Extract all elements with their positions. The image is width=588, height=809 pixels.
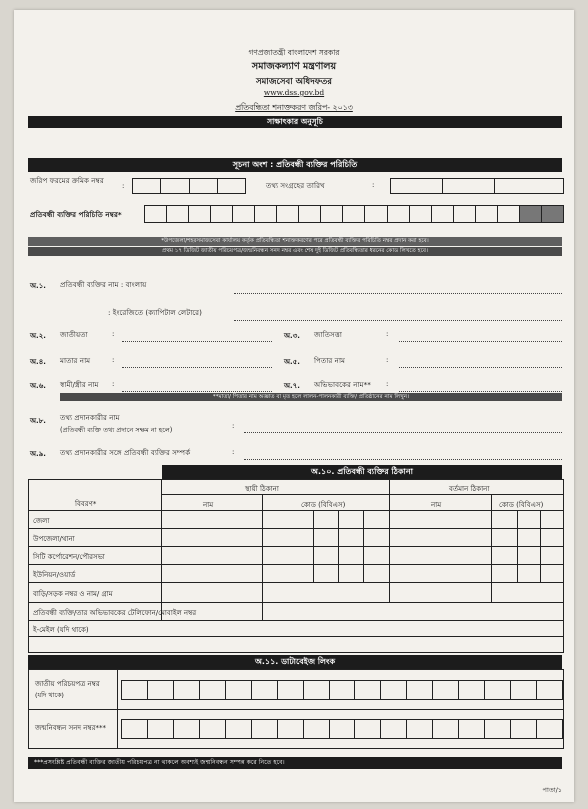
id-number-boxes[interactable] [144,205,564,223]
a3-label: জাতিসত্তা [314,330,342,339]
guardian-name-input[interactable] [399,391,562,392]
government-name: গণপ্রজাতন্ত্রী বাংলাদেশ সরকার [248,48,340,57]
spouse-name-input[interactable] [122,391,272,392]
serial-number-boxes[interactable] [132,178,246,194]
a1-bangla-input[interactable] [234,293,562,294]
present-name-col: নাম [431,501,442,509]
a2-label: জাতীয়তা [60,330,88,339]
a6-label: স্বামী/স্ত্রীর নাম [60,380,99,389]
a9-number: অ.৯. [30,450,46,458]
footer-note: ***প্রসংশ্লিষ্ট প্রতিবন্ধী ব্যক্তির জাতীয় পরিচয়পত্র না থাকলে অবশ্যই জন্মনিবন্ধন সম্পন্ন করে নিতে হবে। [28,757,562,769]
present-code-col: কোড (বিবিএস) [499,501,544,509]
father-name-input[interactable] [399,367,562,368]
a1-english-input[interactable] [234,320,562,321]
id-note-stripe-2: প্রথম ১৭ ডিজিট জাতীয় পরিচয়পত্র/জন্মনিবন্ধন সনদ নম্বর এবং শেষ দুই ডিজিট প্রতিবন্ধিতার ধরনের কোড লিখতে হবে। [28,247,562,256]
schedule-bar: সাক্ষাৎকার অনুসূচি [28,116,562,128]
mother-name-input[interactable] [122,367,272,368]
a5-colon: : [386,356,389,364]
a8-colon: : [232,422,235,430]
email-label: ই-মেইল (যদি থাকে) [33,626,89,634]
date-label: তথ্য সংগ্রহের তারিখ [266,181,325,190]
row-house: বাড়ি/সড়ক নম্বর ও নাম/ গ্রাম [33,590,113,598]
nid-sublabel: (যদি থাকে) [35,691,64,699]
row-union: ইউনিয়ন/ওয়ার্ড [33,571,76,579]
ministry-name: সমাজকল্যাণ মন্ত্রণালয় [251,61,337,72]
row-district: জেলা [33,517,50,525]
informant-relation-input[interactable] [244,459,562,460]
nid-label: জাতীয় পরিচয়পত্র নম্বর [35,680,100,688]
a6-colon: : [112,380,115,388]
present-address-header: বর্তমান ঠিকানা [449,485,490,493]
nid-boxes[interactable] [121,680,563,700]
a1-label: প্রতিবন্ধী ব্যক্তির নাম : বাংলায় [60,280,147,289]
a5-label: পিতার নাম [314,356,346,365]
a7-label: অভিভাবকের নাম** [314,380,371,389]
serial-colon: : [122,182,125,190]
address-table [28,479,564,653]
a2-number: অ.২. [30,332,46,340]
a4-colon: : [112,356,115,364]
website-link[interactable]: www.dss.gov.bd [263,88,325,97]
a8-number: অ.৮. [30,417,46,425]
a1-english-label: : ইংরেজিতে (ক্যাপিটাল লেটারে) [108,308,202,317]
desc-header: বিবরণ* [75,500,97,508]
birth-reg-label: জন্মনিবন্ধন সনদ নম্বর*** [35,724,106,732]
a7-number: অ.৭. [284,382,300,390]
permanent-address-header: স্থায়ী ঠিকানা [245,485,279,493]
date-colon: : [372,181,375,189]
ethnicity-input[interactable] [399,341,562,342]
permanent-name-col: নাম [203,501,214,509]
a7-colon: : [386,380,389,388]
serial-label: জরিপ ফরমের ক্রমিক নম্বর [30,176,104,185]
a3-colon: : [386,330,389,338]
database-table [28,669,564,749]
intro-section-bar: সূচনা অংশ : প্রতিবন্ধী ব্যক্তির পরিচিতি [28,158,562,172]
row-city-corp: সিটি কর্পোরেশন/পৌরসভা [33,553,105,561]
birth-reg-boxes[interactable] [121,719,563,739]
form-page [14,10,574,802]
permanent-code-col: কোড (বিবিএস) [301,501,346,509]
a1-number: অ.১. [30,282,46,290]
database-section-bar: অ.১১. ডাটাবেইজ লিংক [28,655,562,669]
page-number: পাতা/১ [542,786,562,794]
a8-label: তথ্য প্রদানকারীর নাম [60,413,120,422]
a5-number: অ.৫. [284,358,300,366]
nationality-input[interactable] [122,341,272,342]
id-note-stripe-1: *উপজেলা/শহরসমাজসেবা কার্যালয় কর্তৃক প্রতিবন্ধিতা শনাক্তকরণের পরে প্রতিবন্ধী ব্যক্তির পরিচিতি নম্বর প্রদান করা হবে। [28,237,562,246]
a9-colon: : [232,448,235,456]
informant-name-input[interactable] [244,432,562,433]
a6-number: অ.৬. [30,382,46,390]
guardian-note-stripe: **মাতা/ পিতার নাম অজ্ঞাত বা মৃত হলে লালন-পালনকারী ব্যক্তি/ প্রতিষ্ঠানের নাম লিখুন। [60,393,562,401]
a3-number: অ.৩. [284,332,300,340]
a4-label: মাতার নাম [60,356,91,365]
form-title: প্রতিবন্ধিতা শনাক্তকরণ জরিপ- ২০১৩ [235,103,353,112]
a9-label: তথ্য প্রদানকারীর সঙ্গে প্রতিবন্ধী ব্যক্তির সম্পর্ক [60,448,191,457]
department-name: সমাজসেবা অধিদফতর [256,77,332,87]
date-boxes[interactable] [390,178,564,194]
address-section-bar: অ.১০. প্রতিবন্ধী ব্যক্তির ঠিকানা [162,465,562,479]
a2-colon: : [112,330,115,338]
a4-number: অ.৪. [30,358,46,366]
a8-sublabel: (প্রতিবন্ধী ব্যক্তি তথ্য প্রদানে সক্ষম না হলে) [60,426,173,434]
phone-label: প্রতিবন্ধী ব্যক্তি/তার অভিভাবকের টেলিফোন/মোবাইল নম্বর [33,609,197,617]
id-number-label: প্রতিবন্ধী ব্যক্তির পরিচিতি নম্বর* [30,210,122,219]
row-upazila: উপজেলা/থানা [33,535,75,543]
